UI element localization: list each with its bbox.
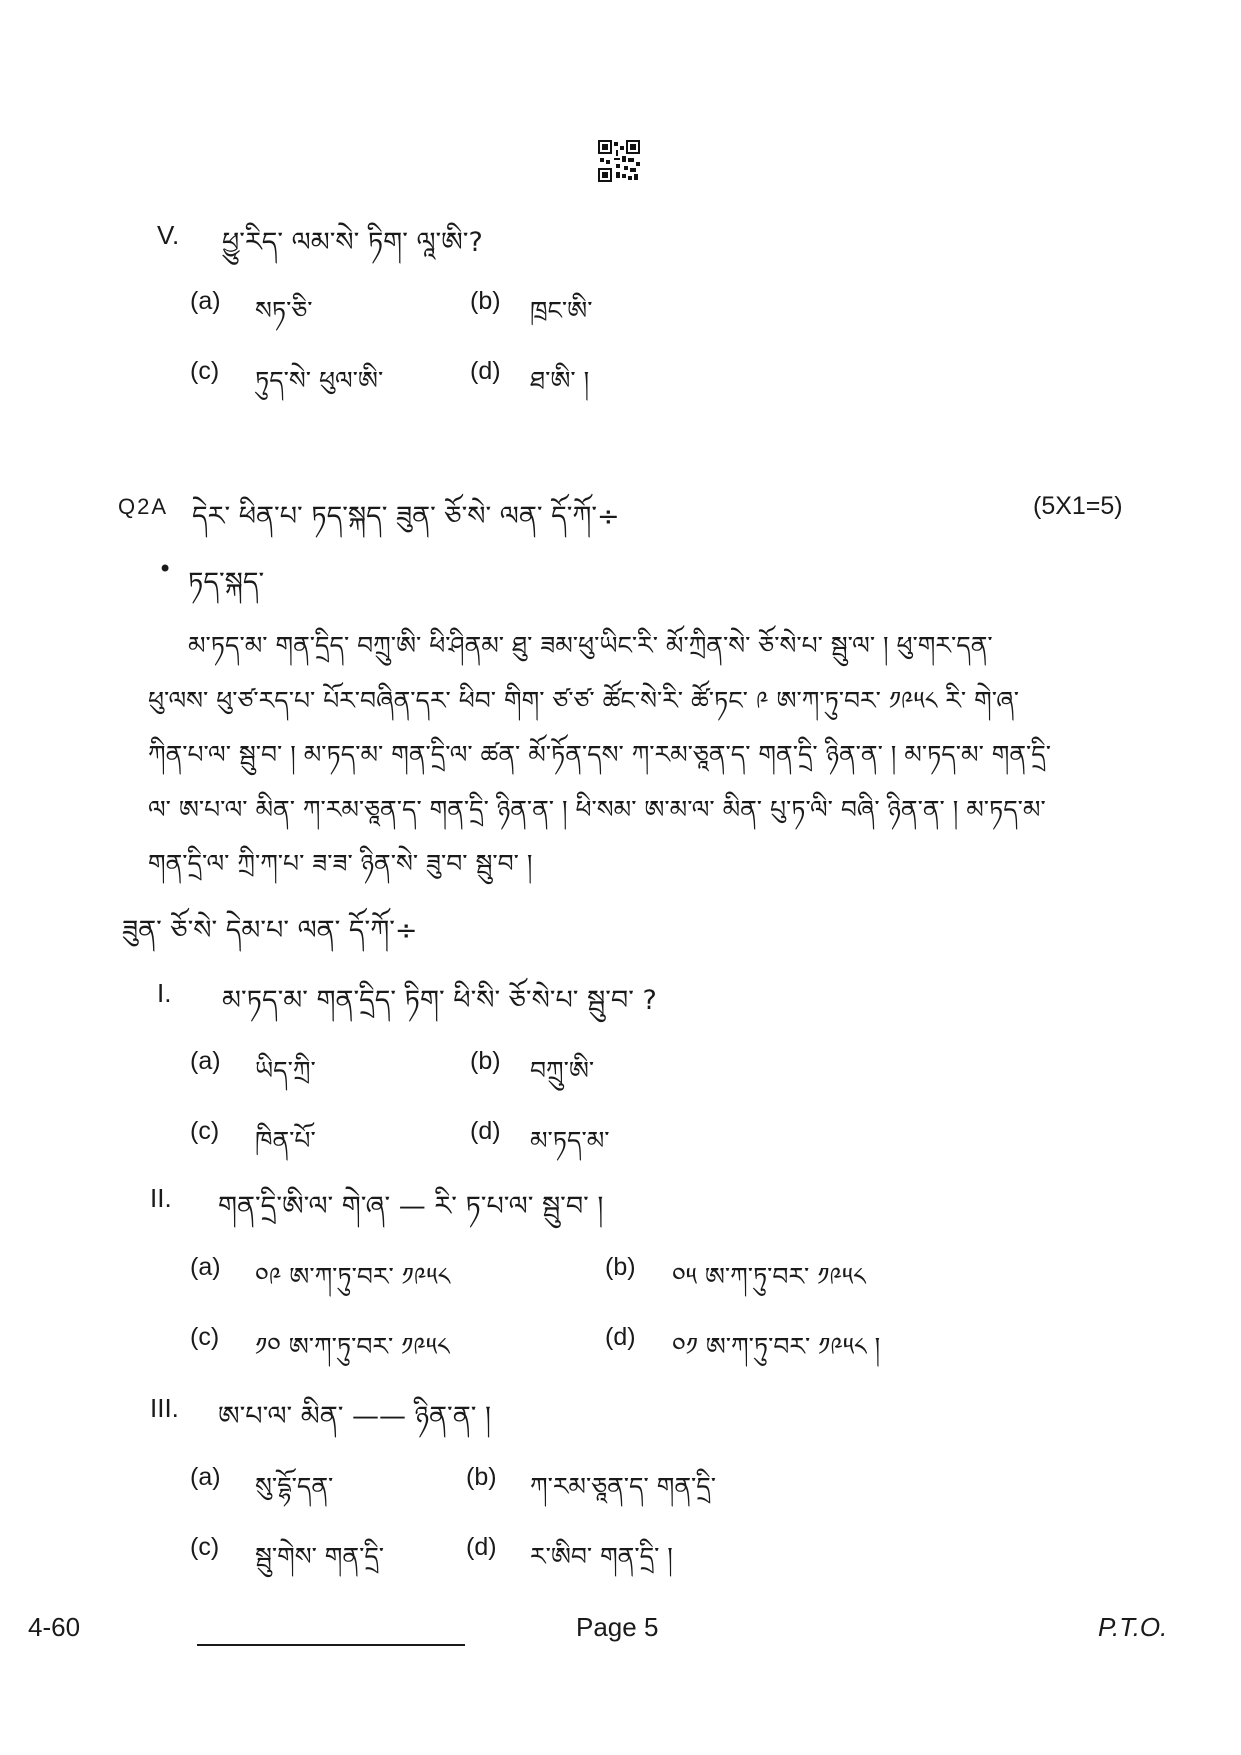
option-text: ར་ཨིབ་ གན་དྲི་ ། [530,1542,673,1571]
option-letter: (c) [190,1323,220,1351]
passage-bullet: • [158,555,173,583]
option-letter: (a) [190,287,221,315]
passage-line: ཕུ་ལས་ ཕུ་ཙ་རད་པ་ པོར་བཞིན་དར་ ཕིབ་ གིག་ ཙ་ཙ་ ཚོང་སེ་རི་ ཚོ་ཏང་ ༩ ཨ་ཀ་ཏུ་བར་ ༡༩༥༨ རི་ གེ་ཞ་ [148,686,1019,715]
option-letter: (d) [605,1323,636,1351]
option-letter: (c) [190,1533,220,1561]
passage-line: མ་ཏད་མ་ གན་དྲིད་ བཀྲུ་ཨི་ ཕི་ཤིནམ་ ཐུ་ ཟམ་ཕུ་ཡིང་རི་ མོ་ཀྲིན་སེ་ ཅོ་སེ་པ་ སྦུ་ལ་ ། ཕུ་གར་དན་ [188,631,993,660]
question-ii-number: II. [150,1183,172,1213]
option-text: ཁིན་པོ་ [255,1126,316,1155]
pto-label: P.T.O. [1098,1612,1168,1642]
question-i-number: I. [157,978,172,1008]
option-text: སྦུ་གེས་ གན་དྲི་ [255,1542,385,1571]
option-letter: (a) [190,1253,221,1281]
option-letter: (b) [470,287,501,315]
option-text: ༠༩ ཨ་ཀ་ཏུ་བར་ ༡༩༥༨ [255,1262,451,1291]
footer-rule [197,1644,465,1646]
option-text: ཁྲང་ཨི་ [530,296,593,325]
option-text: ༡༠ ཨ་ཀ་ཏུ་བར་ ༡༩༥༨ [255,1332,450,1361]
option-text: སཏ་ཅི་ [255,296,313,325]
question-v-number: V. [157,220,180,250]
question-i-text: མ་ཏད་མ་ གན་དྲིད་ ཏིག་ ཕི་སི་ ཅོ་སེ་པ་ སྦུ་བ་ ? [222,985,657,1016]
q2a-heading: དེར་ ཕིན་པ་ ཏད་སྐད་ ཟུན་ ཅོ་སེ་ ལན་ དོ་ཀོ་÷ [192,501,620,532]
option-text: བཀྲུ་ཨི་ [530,1056,595,1085]
passage-line: ལ་ ཨ་པ་ལ་ མིན་ ཀ་རམ་ཅཱན་ད་ གན་དྲི་ ཉིན་ན་ ། ཕི་སམ་ ཨ་མ་ལ་ མིན་ པུ་ཏ་ལི་ བཞི་ ཉིན་ན་ ། མ་ཏད་མ་ [148,795,1046,824]
question-iii-number: III. [150,1393,179,1423]
option-text: ༠༡ ཨ་ཀ་ཏུ་བར་ ༡༩༥༨ ། [672,1332,881,1361]
option-text: ཏུད་སེ་ ཕུལ་ཨི་ [255,366,384,395]
option-letter: (b) [605,1253,636,1281]
instruction: ཟུན་ ཅོ་སེ་ དེམ་པ་ ལན་ དོ་ཀོ་÷ [122,915,418,946]
option-letter: (b) [466,1463,497,1491]
option-letter: (d) [470,1117,501,1145]
passage-line: གན་དྲི་ལ་ ཀྲི་ཀ་པ་ ཟ་ཟ་ ཉིན་སེ་ ཟུ་བ་ སྦུ་བ་ ། [148,849,533,878]
q2a-marks: (5X1=5) [1033,492,1123,520]
option-letter: (a) [190,1463,221,1491]
option-text: ༠༥ ཨ་ཀ་ཏུ་བར་ ༡༩༥༨ [672,1262,866,1291]
option-letter: (c) [190,357,220,385]
passage-line: ཀིན་པ་ལ་ སྦུ་བ་ ། མ་ཏད་མ་ གན་དྲི་ལ་ ཚན་ མོ་ཏོན་དས་ ཀ་རམ་ཅཱན་ད་ གན་དྲི་ ཉིན་ན་ ། མ་ཏད་མ་ གན་དྲི་ [148,740,1052,769]
paper-code: 4-60 [28,1612,81,1642]
question-iii-text: ཨ་པ་ལ་ མིན་ —— ཉིན་ན་ ། [218,1401,491,1432]
question-v-text: ཕྱུ་རིད་ ལམ་སེ་ ཏིག་ ལཱ་ཨི་? [222,227,483,258]
option-letter: (a) [190,1047,221,1075]
option-letter: (c) [190,1117,220,1145]
option-text: ཀ་རམ་ཅཱན་ད་ གན་དྲི་ [530,1472,716,1501]
option-text: མ་ཏད་མ་ [530,1126,610,1155]
option-text: ཐ་ཨི་ ། [530,366,590,395]
option-text: སུ་དྷོ་དན་ [255,1472,334,1501]
page-number: Page 5 [576,1612,659,1642]
passage-title: ཏད་སྐད་ [188,567,265,598]
question-ii-text: གན་དྲི་ཨི་ལ་ གེ་ཞ་ — རི་ ཏ་པ་ལ་ སྦུ་བ་ ། [218,1191,604,1222]
option-letter: (d) [470,357,501,385]
option-letter: (d) [466,1533,497,1561]
q2a-label: Q2A [118,494,169,519]
option-letter: (b) [470,1047,501,1075]
option-text: ཡིད་ཀྲི་ [255,1056,316,1085]
qr-code-icon [598,140,640,182]
